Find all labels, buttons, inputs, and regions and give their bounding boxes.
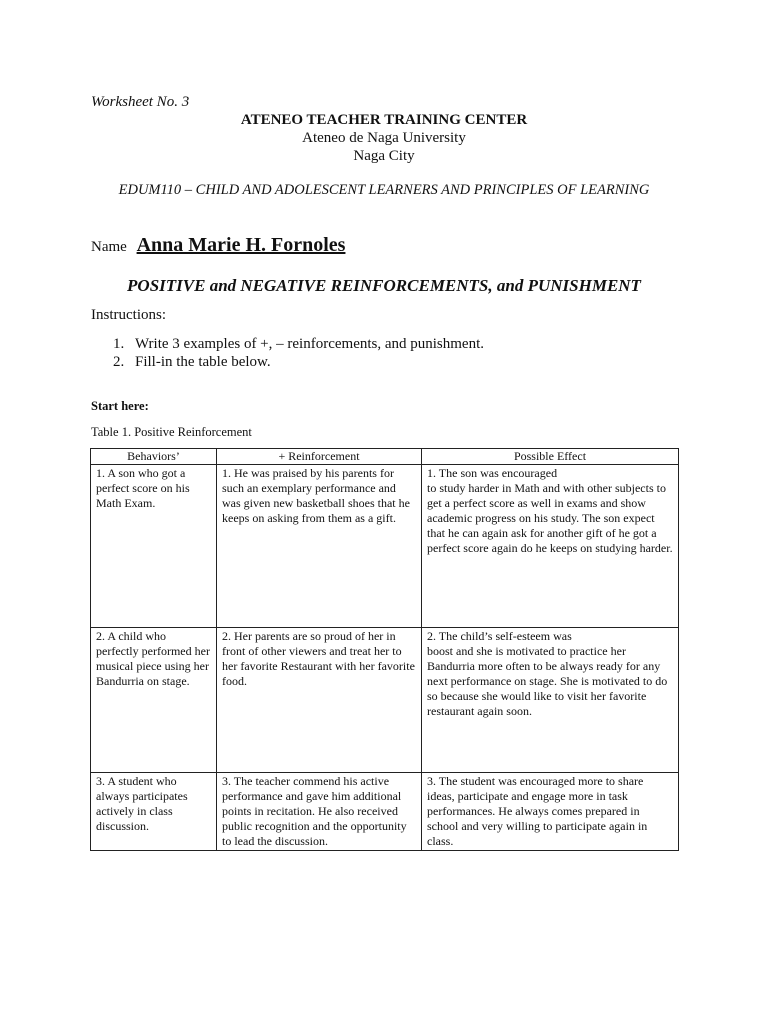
column-header-behaviors: Behaviors’ — [91, 449, 217, 465]
instruction-number: 2. — [113, 354, 125, 370]
name-label: Name — [91, 239, 127, 255]
positive-reinforcement-table — [90, 448, 679, 851]
reinforcement-cell: 1. He was praised by his parents for such an exemplary performance and was given new basketball shoes that he keeps on asking from them as a gift. — [217, 465, 422, 628]
course-title: EDUM110 – CHILD AND ADOLESCENT LEARNERS AND PRINCIPLES OF LEARNING — [118, 182, 650, 198]
column-header-possible-effect: Possible Effect — [422, 449, 679, 465]
table-caption: Table 1. Positive Reinforcement — [91, 425, 252, 439]
table-row — [91, 465, 679, 628]
organization-name: ATENEO TEACHER TRAINING CENTER — [240, 112, 528, 128]
document-header — [0, 111, 768, 165]
worksheet-number: Worksheet No. 3 — [91, 94, 190, 110]
effect-cell: 3. The student was encouraged more to share ideas, participate and engage more in task performances. He always comes prepared in school and very willing to participate again in class. — [422, 773, 679, 851]
table-row — [91, 773, 679, 851]
student-name: Anna Marie H. Fornoles — [136, 234, 346, 256]
behavior-cell: 1. A son who got a perfect score on his Math Exam. — [91, 465, 217, 628]
effect-cell: 1. The son was encouraged to study harder in Math and with other subjects to get a perfect score as well in exams and show academic progress on his study. The son expect that he can again ask for another gift of he got a perfect score again do he keeps on studying harder. — [422, 465, 679, 628]
instruction-item — [113, 353, 484, 371]
university-name: Ateneo de Naga University — [302, 130, 466, 146]
behavior-cell: 2. A child who perfectly performed her musical piece using her Bandurria on stage. — [91, 628, 217, 773]
instruction-item — [113, 335, 484, 353]
instruction-text: Fill-in the table below. — [135, 354, 271, 370]
reinforcement-cell: 3. The teacher commend his active performance and gave him additional points in recitation. He also received public recognition and the opportunity to lead the discussion. — [217, 773, 422, 851]
behavior-cell: 3. A student who always participates actively in class discussion. — [91, 773, 217, 851]
table-row — [91, 628, 679, 773]
name-row — [91, 234, 345, 257]
reinforcement-cell: 2. Her parents are so proud of her in front of other viewers and treat her to her favorite Restaurant with her favorite food. — [217, 628, 422, 773]
instructions-list — [113, 335, 484, 371]
column-header-reinforcement: + Reinforcement — [217, 449, 422, 465]
instruction-text: Write 3 examples of +, – reinforcements, and punishment. — [135, 336, 485, 352]
start-here-label: Start here: — [91, 399, 149, 413]
instruction-number: 1. — [113, 336, 125, 352]
city-name: Naga City — [353, 148, 415, 164]
table-header-row — [91, 449, 679, 465]
instructions-label: Instructions: — [91, 307, 166, 323]
topic-title: POSITIVE and NEGATIVE REINFORCEMENTS, and PUNISHMENT — [127, 276, 641, 295]
effect-cell: 2. The child’s self-esteem was boost and she is motivated to practice her Bandurria more often to be always ready for any next performance on stage. She is motivated to do so because she would like to visit her favorite restaurant again soon. — [422, 628, 679, 773]
